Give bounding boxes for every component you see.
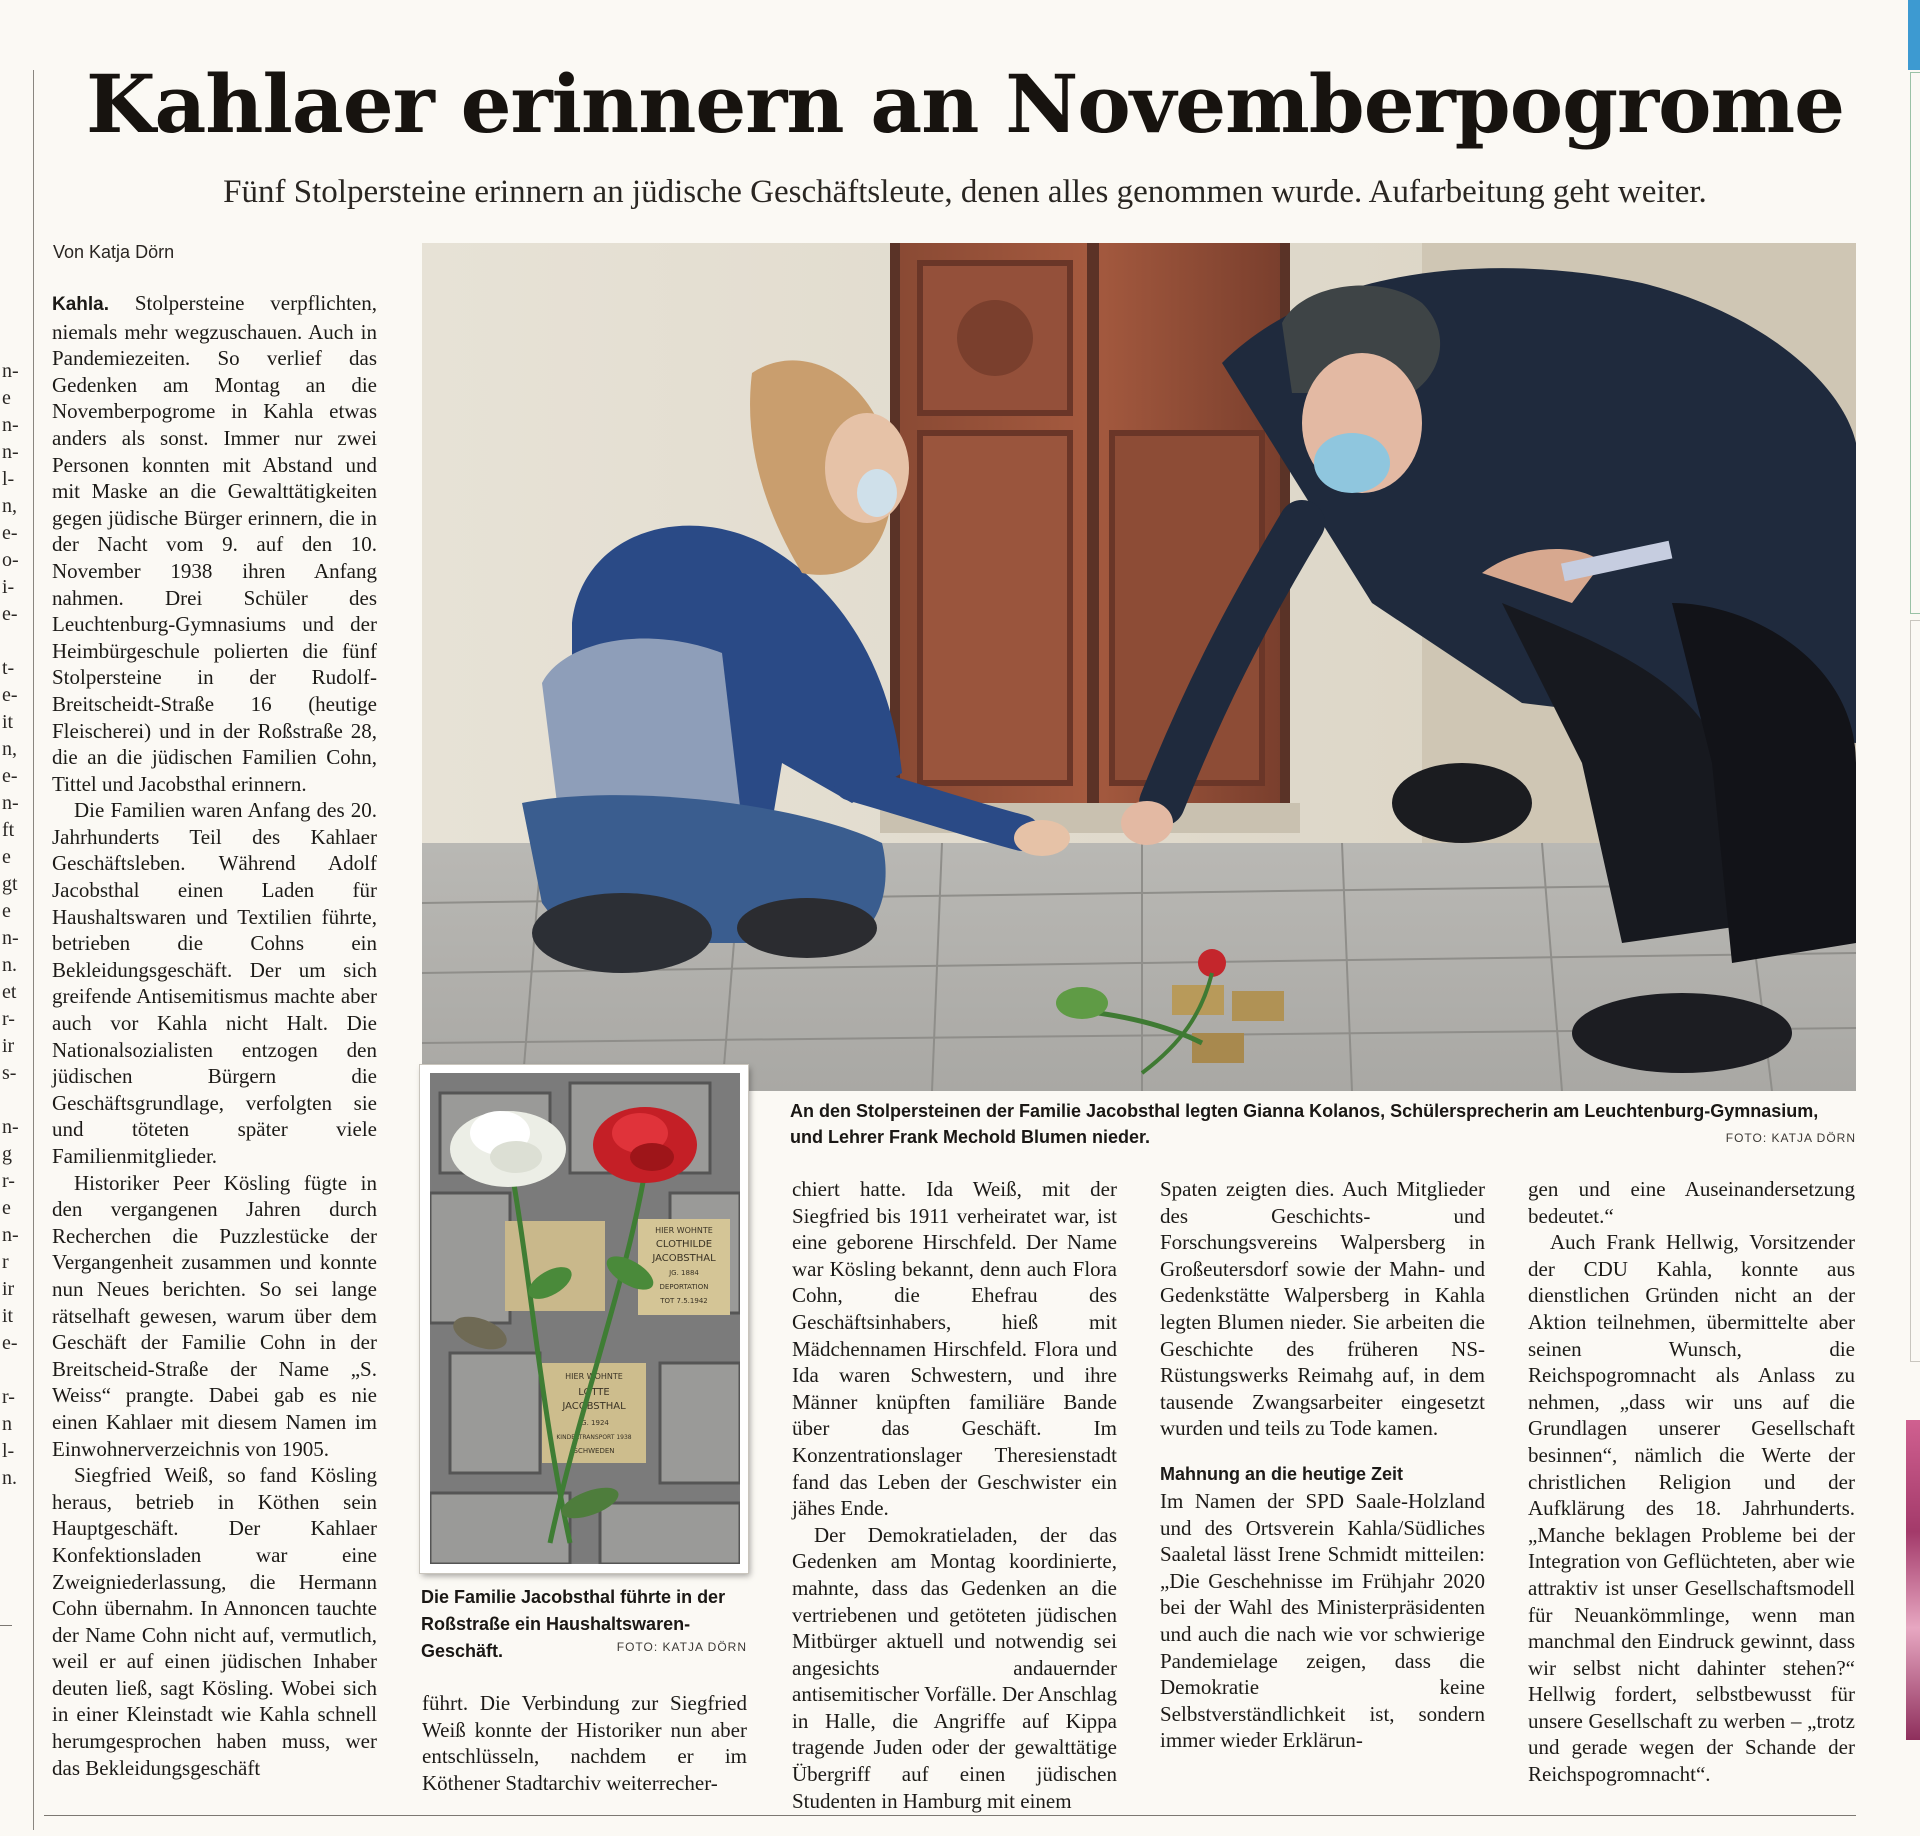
neighbor-text-fragment: it [2, 711, 14, 733]
neighbor-article-fragment [0, 0, 34, 1836]
paragraph: Siegfried Weiß, so fand Kösling heraus, betrieb in Köthen sein Hauptgeschäft. Der Kahlaer Konfektionsladen war eine Zweigniederlassung, die Hermann Cohn übernahm. In Annoncen tauchte der Name Cohn nicht auf, vermutlich, weil er auf einen jüdischen Inhaber deuten ließ, sagt Kösling. Wobei sich in einer Kleinstadt wie Kahla schnell herumgesprochen haben muss, wer das Bekleidungsgeschäft [52, 1463, 377, 1780]
paragraph: Spaten zeigten dies. Auch Mitglieder des Geschichts- und Forschungsvereins Walpersberg in Großeutersdorf sowie der Mahn- und Gedenkstätte Walpersberg in Kahla legten Blumen nieder. Sie arbeiten die Geschichte des früheren NS-Rüstungswerks Reimahg auf, in dem tausende Zwangsarbeiter eingesetzt wurden und teils zu Tode kamen. [1160, 1177, 1485, 1441]
neighbor-text-fragment: n. [2, 1467, 17, 1489]
stolperstein-clothilde [638, 1219, 730, 1315]
neighbor-text-fragment: t- [2, 657, 15, 679]
stone-line: DEPORTATION [659, 1283, 709, 1291]
article-headline: Kahlaer erinnern an Novemberpogrome [85, 57, 1845, 151]
stone-line: TOT 7.5.1942 [660, 1297, 708, 1305]
neighbor-text-fragment: i- [2, 576, 15, 598]
stone-line: JG. 1924 [579, 1419, 609, 1427]
neighbor-text-fragment: e- [2, 603, 18, 625]
neighbor-text-fragment: g [2, 1143, 12, 1165]
paragraph [52, 290, 377, 797]
paragraph: Im Namen der SPD Saale-Holzland und des Ortsverein Kahla/Südliches Saaletal lässt Irene Schmidt mitteilen: „Die Geschehnisse im Frühjahr 2020 bei der Wahl des Ministerpräsidenten und auch die nach wie vor schwierige Pandemielage zeigen, dass die Demokratie keine Selbstverständlichkeit ist, sondern immer wieder Erklärun- [1160, 1488, 1485, 1753]
stone-line: JACOBSTHAL [652, 1253, 716, 1264]
neighbor-text-fragment: r- [2, 1386, 15, 1408]
neighbor-text-fragment: e [2, 1197, 11, 1219]
inset-photo-caption: Die Familie Jacobsthal führte in der Roßstraße ein Haushaltswaren-Geschäft. [421, 1587, 726, 1661]
neighbor-text-fragment: l- [2, 468, 15, 490]
stone-line: HIER WOHNTE [565, 1372, 623, 1381]
neighbor-text-fragment: et [2, 981, 17, 1003]
neighbor-text-fragment: n, [2, 495, 17, 517]
paragraph-text: Stolpersteine verpflichten, niemals mehr wegzuschauen. Auch in Pandemiezeiten. So verlief das Gedenken am Montag an die Novemberpogrome in Kahla etwas anders als sonst. Immer nur zwei Personen konnten mit Abstand und mit Maske an die Gewalttätigkeiten gegen jüdische Bürger erinnern, die in der Nacht vom 9. auf den 10. November 1938 ihren Anfang nahmen. Drei Schüler des Leuchtenburg-Gymnasiums und der Heimbürgeschule polierten die fünf Stolpersteine in der Rudolf-Breitscheidt-Straße 16 (heutige Fleischerei) und in der Roßstraße 28, die an die jüdischen Familien Cohn, Tittel und Jacobsthal erinnern. [52, 291, 377, 796]
neighbor-text-fragment: r- [2, 1008, 15, 1030]
neighbor-color-block [1908, 0, 1920, 70]
stone-line: JACOBSTHAL [562, 1401, 626, 1412]
stone-line: SCHWEDEN [573, 1447, 615, 1455]
red-rose [593, 1107, 697, 1183]
article-column-1 [52, 290, 377, 1781]
neighbor-text-fragment: l- [2, 1440, 15, 1462]
neighbor-text-fragment: e [2, 387, 11, 409]
bottom-rule [44, 1815, 1856, 1816]
inset-photo-illustration [430, 1073, 740, 1564]
white-rose [450, 1111, 566, 1187]
neighbor-text-fragment: e- [2, 522, 18, 544]
main-photo [422, 243, 1856, 1091]
article-column-5 [1528, 1176, 1855, 1788]
neighbor-box-frame [1910, 72, 1920, 614]
neighbor-text-fragment: o- [2, 549, 19, 571]
paragraph: gen und eine Auseinandersetzung bedeutet.“ [1528, 1177, 1855, 1228]
neighbor-text-fragment: n- [2, 927, 19, 949]
neighbor-text-fragment: n- [2, 1224, 19, 1246]
stone-line: HIER WOHNTE [655, 1226, 713, 1235]
neighbor-box-frame-2 [1910, 620, 1920, 1362]
neighbor-text-fragment: n. [2, 954, 17, 976]
article-column-3 [792, 1176, 1117, 1814]
paragraph: Historiker Peer Kösling fügte in den vergangenen Jahren durch Recherchen die Puzzlestücke der Vergangenheit zusammen und konnte nun Neues berichten. So sei lange rätselhaft gewesen, warum über dem Geschäft der Familie Cohn in der Breitscheid-Straße der Name „S. Weiss“ prangte. Dabei gab es nie einen Kahlaer mit diesem Namen im Einwohnerverzeichnis von 1905. [52, 1170, 377, 1461]
neighbor-text-fragment: e- [2, 1332, 18, 1354]
neighbor-text-fragment: r- [2, 1170, 15, 1192]
paragraph: Der Demokratieladen, der das Gedenken am Montag koordinierte, mahnte, dass das Gedenken an die vertriebenen und getöteten jüdischen Mitbürger aktuell und notwendig sei angesichts andauernder antisemitischer Vorfälle. Der Anschlag in Halle, die Angriffe auf Kippa tragende Juden oder der gewalttätige Übergriff auf einen jüdischen Studenten in Hamburg mit einem [792, 1522, 1117, 1813]
dateline: Kahla. [52, 294, 110, 315]
paragraph: Auch Frank Hellwig, Vorsitzender der CDU Kahla, konnte aus dienstlichen Gründen nicht an der Aktion teilnehmen, übermittelte aber seinen Wunsch, die Reichspogromnacht als Anlass zu nehmen, „dass wir uns auf die Grundlagen unserer Gesellschaft besinnen“, nämlich die Werte der christlichen Religion und der Aufklärung des 18. Jahrhunderts. „Manche beklagen Probleme bei der Integration von Geflüchteten, aber wie attraktiv ist unser Gesellschaftsmodell für Neuankömmlinge, wenn man manchmal den Eindruck gewinnt, dass wir selbst nicht dahinter stehen?“ Hellwig fordert, selbstbewusst für unsere Gesellschaft zu werben – „trotz und gerade wegen der Schande der Reichspogromnacht“. [1528, 1230, 1855, 1787]
inset-photo-credit: FOTO: KATJA DÖRN [616, 1640, 747, 1654]
byline: Von Katja Dörn [53, 242, 175, 262]
neighbor-text-fragment: n- [2, 441, 19, 463]
neighbor-text-fragment: n [2, 1413, 12, 1435]
article-column-4 [1160, 1176, 1485, 1754]
stone-line: LOTTE [578, 1387, 610, 1398]
paragraph: chiert hatte. Ida Weiß, mit der Siegfried bis 1911 verheiratet war, ist eine geborene Hirschfeld. Der Name war Kösling bekannt, denn auch Flora Cohn, die Ehefrau des Geschäftsinhabers, hieß mit Mädchennamen Hirschfeld. Flora und Ida waren Schwestern, und ihre Männer knüpften familiäre Bande über das Geschäft. Im Konzentrationslager Theresienstadt fand das Leben der Geschwister ein jähes Ende. [792, 1177, 1117, 1521]
paragraph: führt. Die Verbindung zur Siegfried Weiß konnte der Historiker nun aber entschlüsseln, nachdem er im Köthener Stadtarchiv weiterrecher- [422, 1691, 747, 1795]
main-photo-illustration [422, 243, 1856, 1091]
stone-line: CLOTHILDE [655, 1239, 713, 1250]
neighbor-text-fragment: n, [2, 738, 17, 760]
neighbor-text-fragment: ir [2, 1035, 15, 1057]
neighbor-text-fragment: e [2, 846, 11, 868]
neighbor-text-fragment: s- [2, 1062, 17, 1084]
main-photo-caption: An den Stolpersteinen der Familie Jacobsthal legten Gianna Kolanos, Schülersprecherin am Leuchtenburg-Gymnasium, und Lehrer Frank Mechold Blumen nieder. [790, 1101, 1819, 1147]
paragraph: Die Familien waren Anfang des 20. Jahrhunderts Teil des Kahlaer Geschäftsleben. Während Adolf Jacobsthal einen Laden für Haushaltswaren und Textilien führte, betrieben die Cohns ein Bekleidungsgeschäft. Der um sich greifende Antisemitismus machte aber auch vor Kahla nicht Halt. Die Nationalsozialisten entzogen den jüdischen Bürgern die Geschäftsgrundlage, verfolgten sie und töteten später viele Familienmitglieder. [52, 798, 377, 1168]
neighbor-text-fragment: ft [2, 819, 15, 841]
section-subhead: Mahnung an die heutige Zeit [1160, 1463, 1403, 1484]
neighbor-text-fragment: e- [2, 765, 18, 787]
neighbor-text-fragment: e [2, 900, 11, 922]
neighbor-text-fragment: e- [2, 684, 18, 706]
neighbor-rule [0, 1625, 12, 1626]
inset-photo [430, 1073, 740, 1564]
column-divider [33, 70, 34, 1830]
neighbor-text-fragment: ir [2, 1278, 15, 1300]
main-photo-credit: FOTO: KATJA DÖRN [1725, 1131, 1856, 1145]
neighbor-text-fragment: n- [2, 414, 19, 436]
stone-line: KINDERTRANSPORT 1938 [556, 1434, 632, 1441]
stone-line: JG. 1884 [669, 1269, 699, 1277]
neighbor-text-fragment: n- [2, 1116, 19, 1138]
article-subheadline: Fünf Stolpersteine erinnern an jüdische Geschäftsleute, denen alles genommen wurde. Aufarbeitung geht weiter. [223, 174, 1707, 210]
neighbor-image-fragment [1906, 1420, 1920, 1740]
article-column-2 [422, 1690, 747, 1796]
neighbor-text-fragment: it [2, 1305, 14, 1327]
neighbor-text-fragment: r [2, 1251, 9, 1273]
neighbor-text-fragment: gt [2, 873, 18, 895]
neighbor-text-fragment: n- [2, 360, 19, 382]
neighbor-text-fragment: n- [2, 792, 19, 814]
